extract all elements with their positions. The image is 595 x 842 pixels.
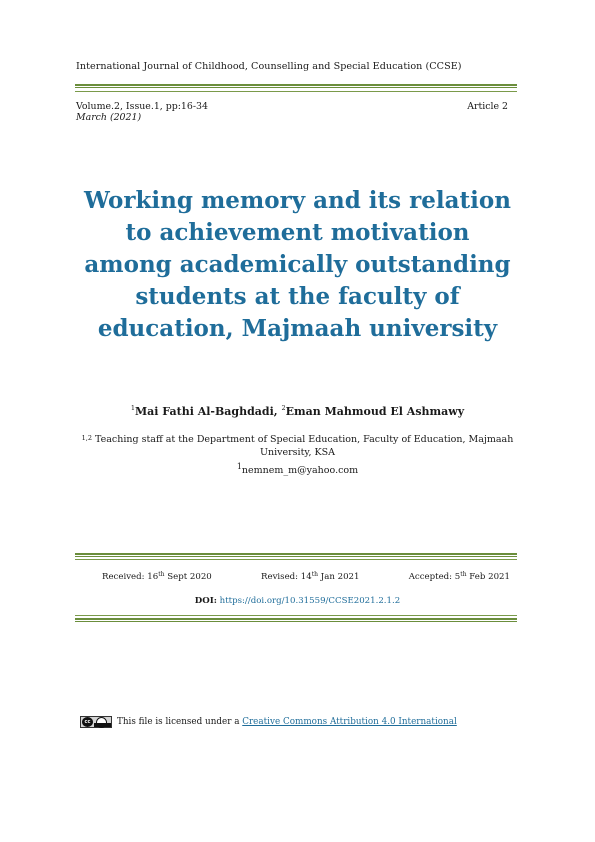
- author-1-name: Mai Fathi Al-Baghdadi,: [134, 405, 278, 418]
- email-text[interactable]: nemnem_m@yahoo.com: [241, 465, 359, 477]
- issue-info: [76, 101, 208, 123]
- dates-rule-top: [75, 553, 517, 557]
- author-2-sup: 2: [281, 404, 286, 412]
- badge-strip: [94, 723, 111, 727]
- dates-rule-top-thin: [75, 559, 517, 560]
- revised-date: Revised: 14th Jan 2021: [261, 571, 360, 582]
- volume-line: Volume.2, Issue.1, pp:16-34: [76, 101, 208, 112]
- paper-title: Working memory and its relation to achievement motivation among academically outstanding students at the faculty of education, Majmaah university: [84, 187, 511, 342]
- header-rule-thin: [75, 91, 517, 92]
- affiliation-text: Teaching staff at the Department of Special Education, Faculty of Education, Majmaah University, KSA: [95, 434, 514, 458]
- author-1-sup: 1: [130, 404, 135, 412]
- doi-label: DOI:: [194, 596, 217, 606]
- license-link[interactable]: Creative Commons Attribution 4.0 International: [242, 717, 457, 727]
- header-rule: [75, 84, 517, 88]
- journal-name: International Journal of Childhood, Counselling and Special Education (CCSE): [76, 61, 462, 72]
- email-sup: 1: [236, 462, 242, 471]
- received-date: Received: 16th Sept 2020: [102, 571, 212, 582]
- article-number: Article 2: [467, 101, 508, 112]
- authors: [80, 405, 515, 418]
- affiliation-sup: 1,2: [81, 434, 92, 442]
- author-2-name: Eman Mahmoud El Ashmawy: [285, 405, 465, 418]
- license-text: This file is licensed under a: [117, 717, 243, 727]
- cc-license-badge[interactable]: [80, 716, 112, 728]
- dates-rule-bottom-thin: [75, 615, 517, 616]
- cc-icon: cc: [82, 717, 93, 727]
- date-line: March (2021): [76, 112, 142, 123]
- accepted-date: Accepted: 5th Feb 2021: [408, 571, 510, 582]
- dates-rule-bottom: [75, 618, 517, 622]
- doi-link[interactable]: https://doi.org/10.31559/CCSE2021.2.1.2: [219, 596, 401, 606]
- license-notice: [117, 717, 457, 727]
- dates-row: [102, 572, 510, 582]
- email: [80, 462, 515, 476]
- doi: [80, 596, 515, 606]
- affiliation: [80, 433, 515, 459]
